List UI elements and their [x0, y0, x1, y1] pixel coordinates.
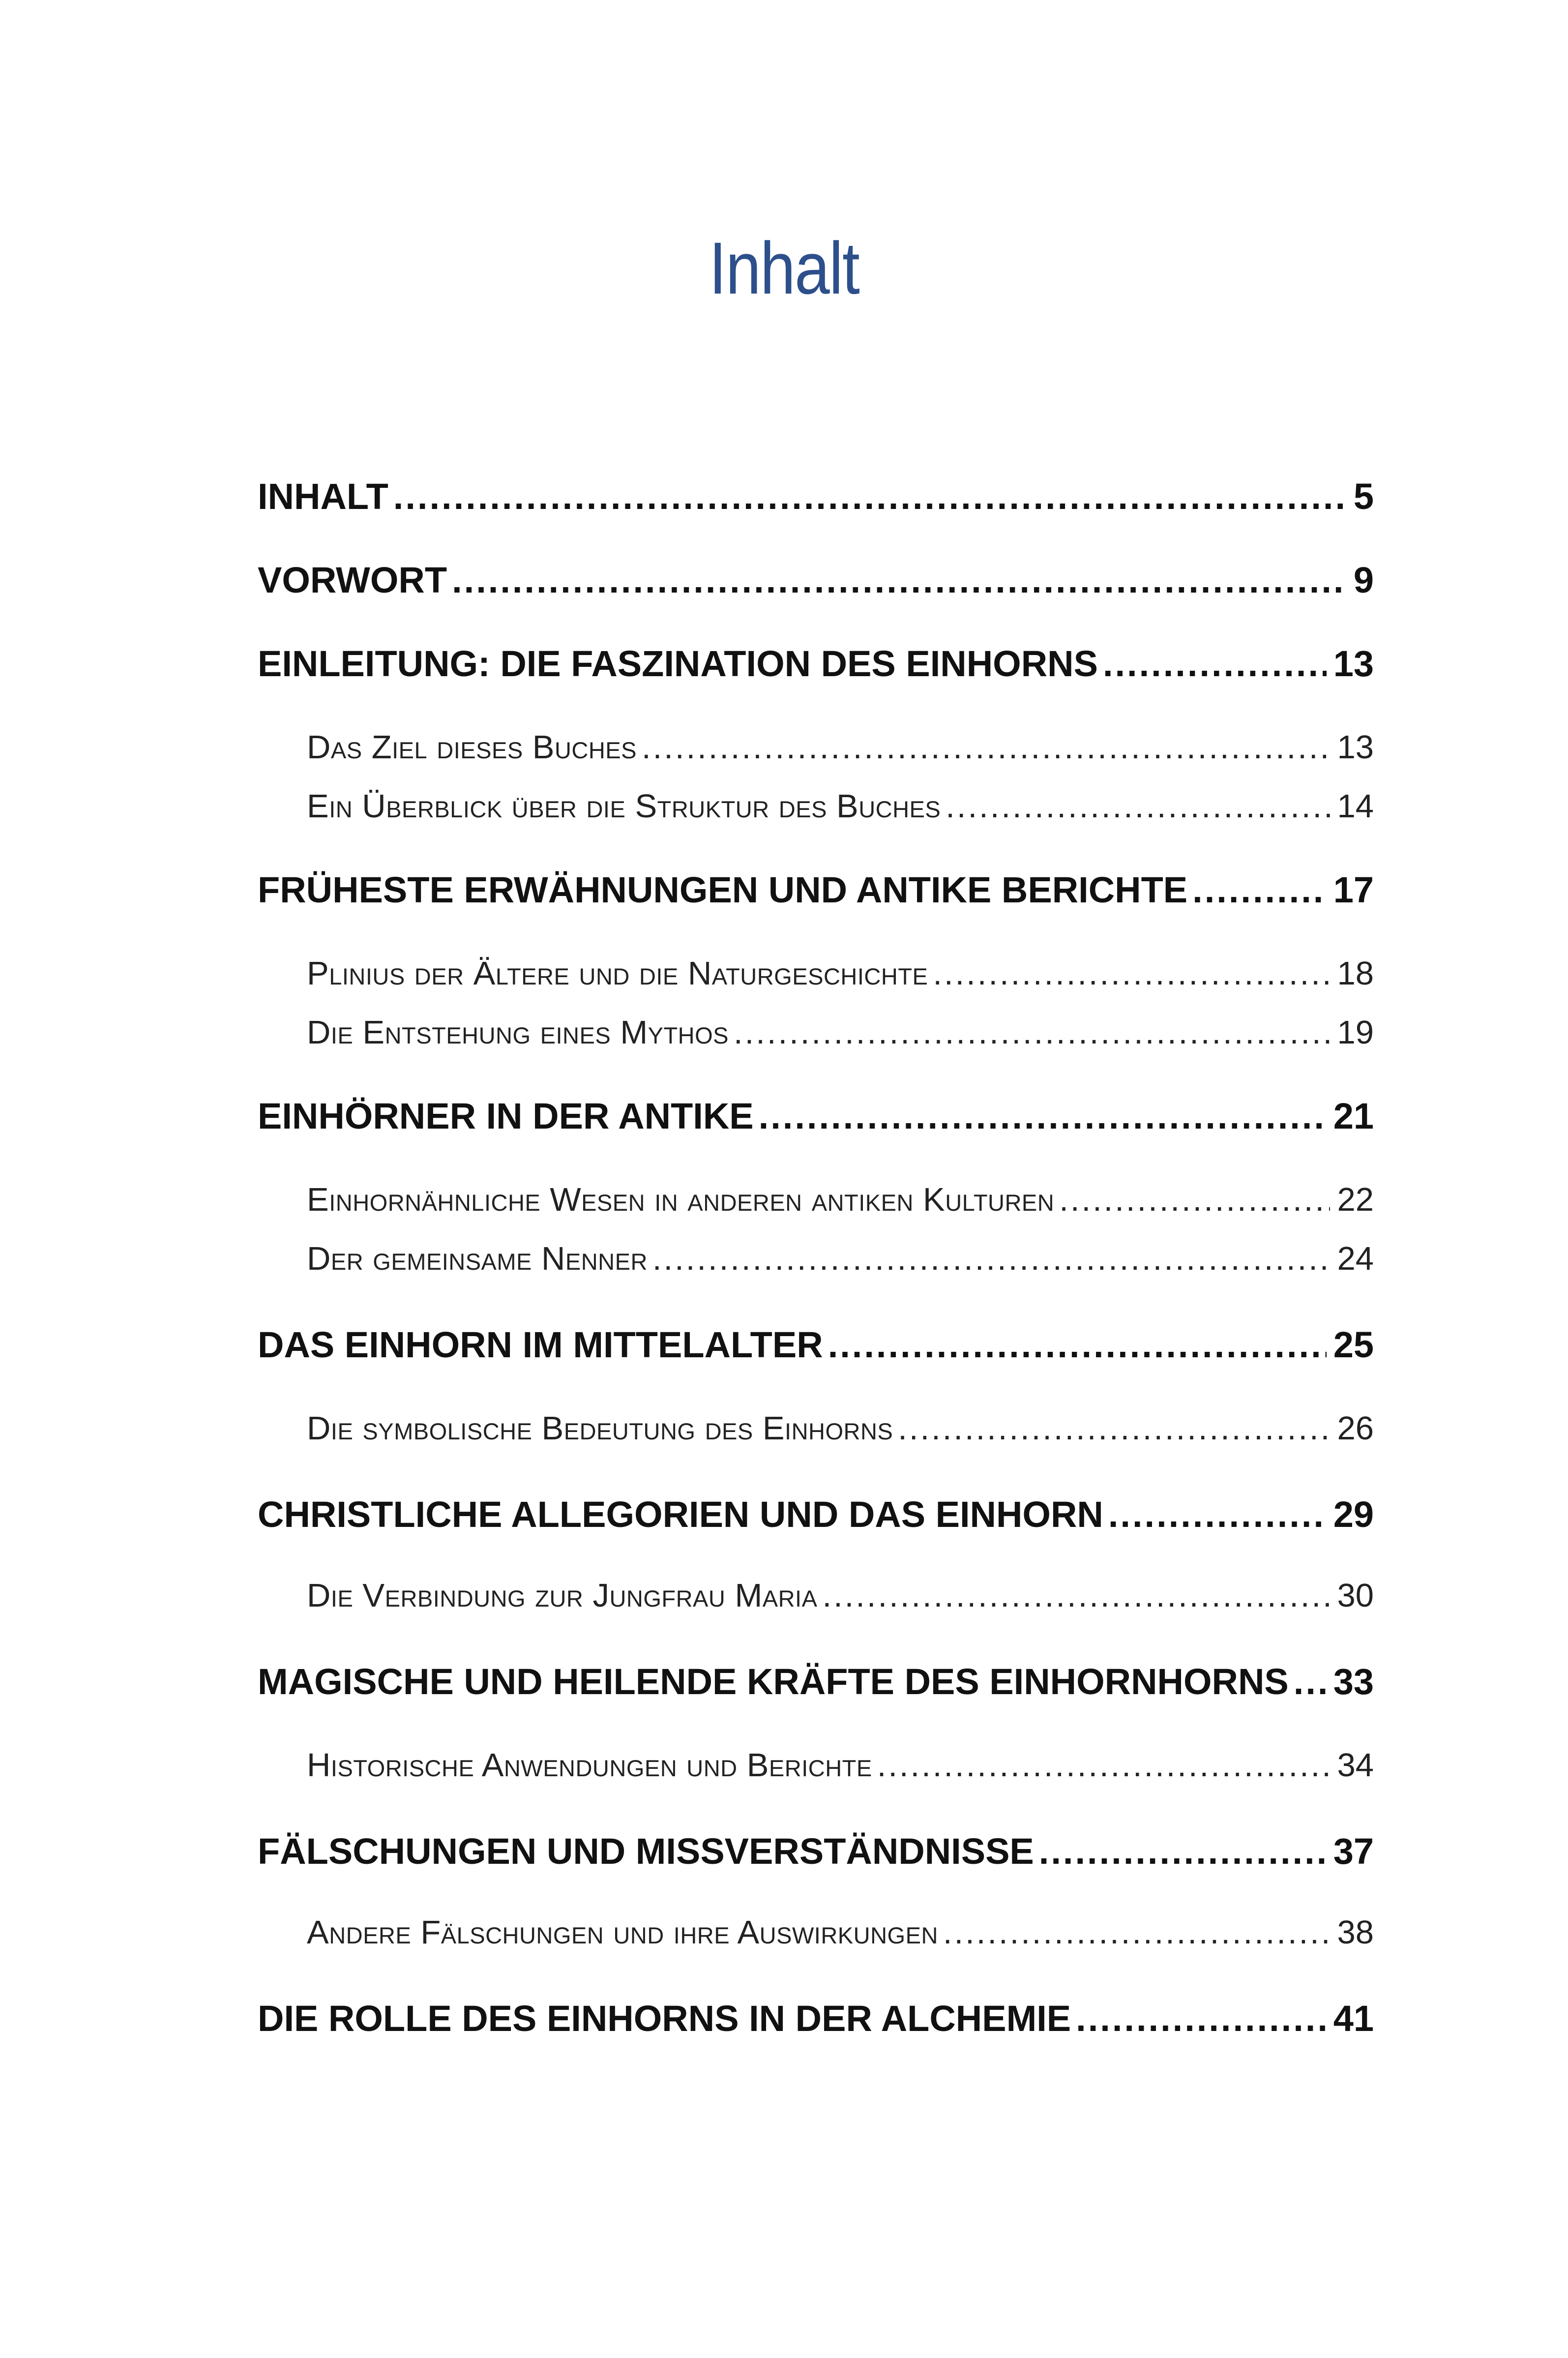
dot-leader — [877, 1743, 1331, 1788]
toc-entry-label: VORWORT — [258, 560, 447, 600]
toc-page-number: 33 — [1333, 1661, 1374, 1702]
toc-page-number: 14 — [1337, 788, 1374, 825]
dot-leader — [393, 472, 1347, 521]
toc-entry-label: DIE ROLLE DES EINHORNS IN DER ALCHEMIE — [258, 1998, 1071, 2039]
toc-page-number: 17 — [1333, 869, 1374, 910]
toc-entry-label: FÄLSCHUNGEN UND MISSVERSTÄNDNISSE — [258, 1831, 1034, 1872]
toc-chapter-entry[interactable] — [258, 639, 1374, 688]
dot-leader — [1059, 1178, 1330, 1222]
toc-page-number: 24 — [1337, 1240, 1374, 1277]
toc-section-entry[interactable] — [307, 1743, 1374, 1788]
toc-entry-label: MAGISCHE UND HEILENDE KRÄFTE DES EINHORNHORNS — [258, 1661, 1289, 1702]
toc-chapter-entry[interactable] — [258, 472, 1374, 521]
toc-entry-label: Historische Anwendungen und Berichte — [307, 1747, 872, 1784]
toc-page-number: 38 — [1337, 1914, 1374, 1951]
dot-leader — [946, 784, 1330, 829]
dot-leader — [1039, 1827, 1327, 1876]
dot-leader — [943, 1910, 1331, 1955]
toc-chapter-entry[interactable] — [258, 1092, 1374, 1141]
toc-page-number: 21 — [1333, 1096, 1374, 1136]
toc-page-number: 37 — [1333, 1831, 1374, 1872]
toc-section-entry[interactable] — [307, 1910, 1374, 1955]
dot-leader — [1076, 1994, 1327, 2043]
toc-page-number: 29 — [1333, 1494, 1374, 1535]
toc-entry-label: FRÜHESTE ERWÄHNUNGEN UND ANTIKE BERICHTE — [258, 869, 1188, 910]
dot-leader — [933, 952, 1330, 996]
dot-leader — [734, 1011, 1330, 1055]
dot-leader — [759, 1092, 1327, 1141]
toc-chapter-entry[interactable] — [258, 1994, 1374, 2043]
dot-leader — [898, 1406, 1330, 1451]
dot-leader — [822, 1574, 1330, 1618]
toc-page-number: 9 — [1353, 560, 1374, 600]
dot-leader — [1192, 866, 1327, 915]
toc-page-number: 41 — [1333, 1998, 1374, 2039]
dot-leader — [1108, 1490, 1327, 1539]
toc-entry-label: Die symbolische Bedeutung des Einhorns — [307, 1410, 893, 1447]
toc-entry-label: Andere Fälschungen und ihre Auswirkungen — [307, 1914, 938, 1951]
dot-leader — [1103, 639, 1327, 688]
toc-page-number: 25 — [1333, 1324, 1374, 1365]
toc-chapter-entry[interactable] — [258, 1827, 1374, 1876]
toc-chapter-entry[interactable] — [258, 1657, 1374, 1706]
toc-page-number: 26 — [1337, 1410, 1374, 1447]
toc-page-number: 13 — [1333, 643, 1374, 684]
toc-section-entry[interactable] — [307, 1574, 1374, 1618]
toc-page-number: 13 — [1337, 729, 1374, 766]
toc-entry-label: Ein Überblick über die Struktur des Buches — [307, 788, 941, 825]
toc-entry-label: INHALT — [258, 476, 388, 517]
toc-entry-label: Das Ziel dieses Buches — [307, 729, 637, 766]
toc-page-number: 22 — [1337, 1181, 1374, 1218]
toc-entry-label: EINLEITUNG: DIE FASZINATION DES EINHORNS — [258, 643, 1098, 684]
toc-entry-label: DAS EINHORN IM MITTELALTER — [258, 1324, 823, 1365]
toc-entry-label: CHRISTLICHE ALLEGORIEN UND DAS EINHORN — [258, 1494, 1103, 1535]
toc-page-number: 5 — [1353, 476, 1374, 517]
toc-page-number: 18 — [1337, 955, 1374, 992]
toc-section-entry[interactable] — [307, 725, 1374, 770]
page-title: Inhalt — [709, 227, 859, 309]
toc-entry-label: Einhornähnliche Wesen in anderen antiken Kulturen — [307, 1181, 1055, 1218]
toc-entry-label: Der gemeinsame Nenner — [307, 1240, 648, 1277]
toc-section-entry[interactable] — [307, 1011, 1374, 1055]
toc-chapter-entry[interactable] — [258, 556, 1374, 605]
dot-leader — [642, 725, 1330, 770]
toc-chapter-entry[interactable] — [258, 1490, 1374, 1539]
toc-page-number: 34 — [1337, 1747, 1374, 1784]
toc-entry-label: EINHÖRNER IN DER ANTIKE — [258, 1096, 754, 1136]
toc-page-number: 30 — [1337, 1577, 1374, 1614]
toc-section-entry[interactable] — [307, 784, 1374, 829]
toc-section-entry[interactable] — [307, 1237, 1374, 1281]
dot-leader — [828, 1320, 1327, 1370]
toc-page-number: 19 — [1337, 1014, 1374, 1051]
toc-chapter-entry[interactable] — [258, 866, 1374, 915]
dot-leader — [452, 556, 1347, 605]
toc-entry-label: Die Entstehung eines Mythos — [307, 1014, 729, 1051]
toc-section-entry[interactable] — [307, 1178, 1374, 1222]
dot-leader — [1294, 1657, 1327, 1706]
toc-section-entry[interactable] — [307, 1406, 1374, 1451]
toc-entry-label: Plinius der Ältere und die Naturgeschichte — [307, 955, 928, 992]
toc-entry-label: Die Verbindung zur Jungfrau Maria — [307, 1577, 818, 1614]
dot-leader — [652, 1237, 1331, 1281]
toc-section-entry[interactable] — [307, 952, 1374, 996]
toc-chapter-entry[interactable] — [258, 1320, 1374, 1370]
